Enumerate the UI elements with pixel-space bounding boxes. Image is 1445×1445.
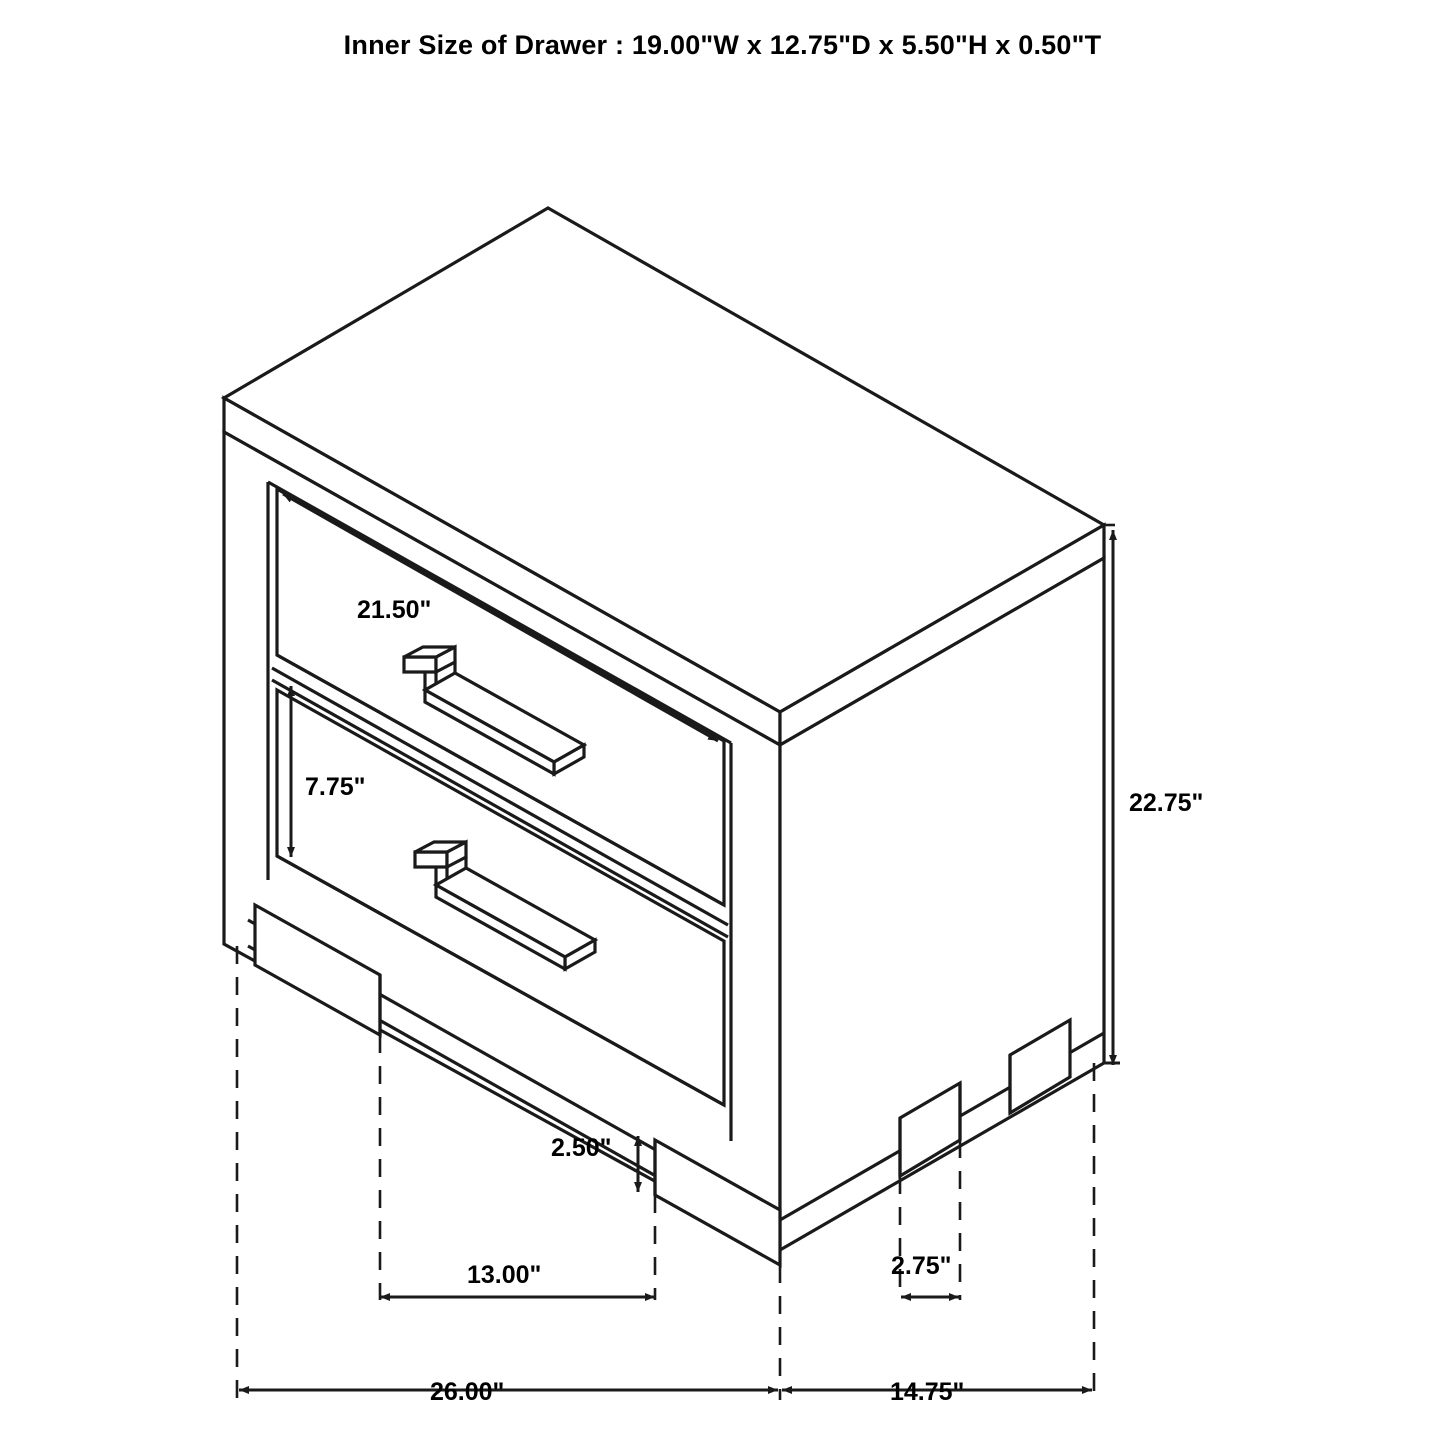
dim-label-21-50: 21.50" bbox=[357, 596, 432, 624]
dim-22-75 bbox=[1104, 530, 1120, 1065]
dim-label-14-75: 14.75" bbox=[890, 1378, 965, 1406]
dim-label-22-75: 22.75" bbox=[1129, 789, 1204, 817]
dim-label-2-50: 2.50" bbox=[551, 1134, 612, 1162]
dim-label-7-75: 7.75" bbox=[305, 773, 366, 801]
dim-label-13-00: 13.00" bbox=[467, 1261, 542, 1289]
page-title: Inner Size of Drawer : 19.00"W x 12.75"D x 5.50"H x 0.50"T bbox=[343, 30, 1102, 60]
dim-label-2-75: 2.75" bbox=[891, 1252, 952, 1280]
dim-label-26-00: 26.00" bbox=[430, 1378, 505, 1406]
